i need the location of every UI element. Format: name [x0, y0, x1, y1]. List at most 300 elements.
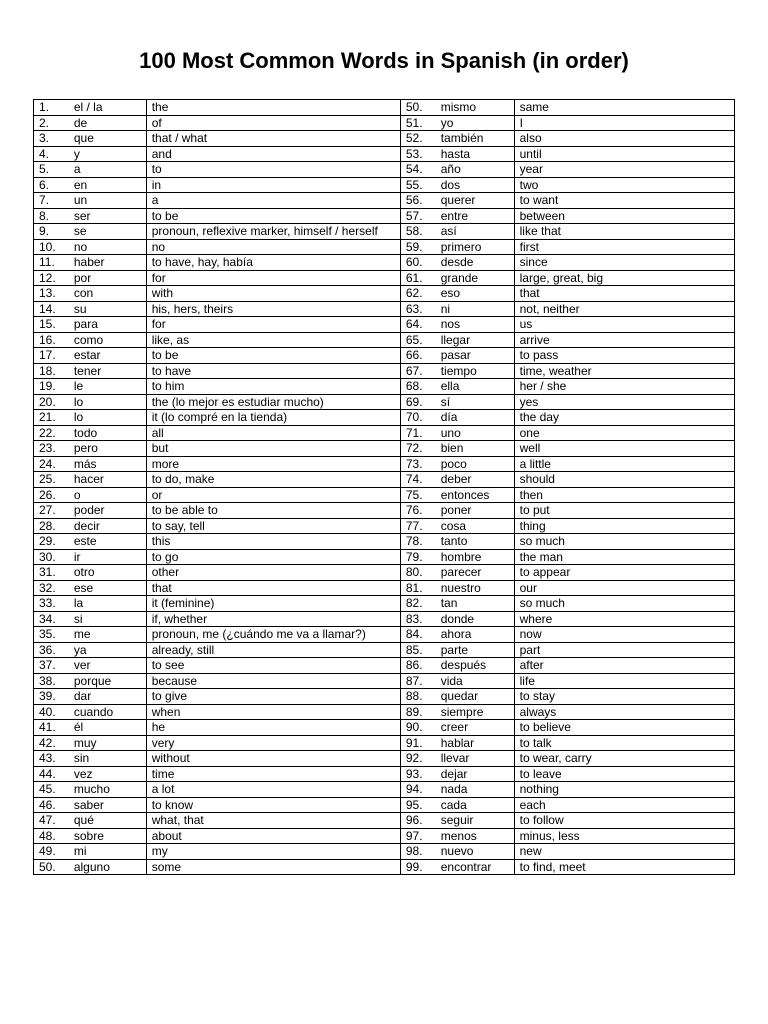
rank-cell: 16.	[34, 332, 69, 348]
rank-cell: 18.	[34, 363, 69, 379]
rank-cell: 6.	[34, 177, 69, 193]
english-meaning-cell: that	[146, 580, 400, 596]
spanish-word-cell: ahora	[436, 627, 514, 643]
spanish-word-cell: día	[436, 410, 514, 426]
english-meaning-cell: to do, make	[146, 472, 400, 488]
rank-cell: 27.	[34, 503, 69, 519]
spanish-word-cell: parecer	[436, 565, 514, 581]
rank-cell: 32.	[34, 580, 69, 596]
english-meaning-cell: to know	[146, 797, 400, 813]
english-meaning-cell: yes	[514, 394, 734, 410]
rank-cell: 23.	[34, 441, 69, 457]
english-meaning-cell: to want	[514, 193, 734, 209]
page-title: 100 Most Common Words in Spanish (in order)	[139, 48, 629, 73]
rank-cell: 3.	[34, 131, 69, 147]
rank-cell: 28.	[34, 518, 69, 534]
spanish-word-cell: su	[69, 301, 146, 317]
rank-cell: 2.	[34, 115, 69, 131]
spanish-word-cell: seguir	[436, 813, 514, 829]
english-meaning-cell: very	[146, 735, 400, 751]
english-meaning-cell: to wear, carry	[514, 751, 734, 767]
english-meaning-cell: the	[146, 100, 400, 116]
english-meaning-cell: life	[514, 673, 734, 689]
rank-cell: 73.	[400, 456, 435, 472]
rank-cell: 93.	[400, 766, 435, 782]
english-meaning-cell: for	[146, 317, 400, 333]
spanish-word-cell: hombre	[436, 549, 514, 565]
english-meaning-cell: to follow	[514, 813, 734, 829]
rank-cell: 42.	[34, 735, 69, 751]
spanish-word-cell: muy	[69, 735, 146, 751]
rank-cell: 48.	[34, 828, 69, 844]
english-meaning-cell: the (lo mejor es estudiar mucho)	[146, 394, 400, 410]
spanish-word-cell: pero	[69, 441, 146, 457]
rank-cell: 74.	[400, 472, 435, 488]
table-row	[34, 410, 735, 426]
english-meaning-cell: two	[514, 177, 734, 193]
rank-cell: 53.	[400, 146, 435, 162]
rank-cell: 90.	[400, 720, 435, 736]
english-meaning-cell: well	[514, 441, 734, 457]
spanish-word-cell: haber	[69, 255, 146, 271]
english-meaning-cell: to say, tell	[146, 518, 400, 534]
rank-cell: 50.	[400, 100, 435, 116]
table-row	[34, 317, 735, 333]
table-row	[34, 379, 735, 395]
rank-cell: 9.	[34, 224, 69, 240]
table-row	[34, 766, 735, 782]
table-row	[34, 255, 735, 271]
rank-cell: 35.	[34, 627, 69, 643]
rank-cell: 51.	[400, 115, 435, 131]
rank-cell: 75.	[400, 487, 435, 503]
spanish-word-cell: sí	[436, 394, 514, 410]
rank-cell: 81.	[400, 580, 435, 596]
rank-cell: 1.	[34, 100, 69, 116]
spanish-word-cell: nos	[436, 317, 514, 333]
english-meaning-cell: a little	[514, 456, 734, 472]
table-row	[34, 689, 735, 705]
rank-cell: 21.	[34, 410, 69, 426]
english-meaning-cell: time	[146, 766, 400, 782]
rank-cell: 15.	[34, 317, 69, 333]
rank-cell: 61.	[400, 270, 435, 286]
spanish-word-cell: eso	[436, 286, 514, 302]
english-meaning-cell: always	[514, 704, 734, 720]
english-meaning-cell: some	[146, 859, 400, 875]
english-meaning-cell: it (lo compré en la tienda)	[146, 410, 400, 426]
rank-cell: 85.	[400, 642, 435, 658]
english-meaning-cell: year	[514, 162, 734, 178]
rank-cell: 8.	[34, 208, 69, 224]
rank-cell: 19.	[34, 379, 69, 395]
english-meaning-cell: like that	[514, 224, 734, 240]
english-meaning-cell: but	[146, 441, 400, 457]
table-row	[34, 518, 735, 534]
rank-cell: 10.	[34, 239, 69, 255]
spanish-word-cell: nada	[436, 782, 514, 798]
rank-cell: 82.	[400, 596, 435, 612]
spanish-word-cell: ir	[69, 549, 146, 565]
rank-cell: 44.	[34, 766, 69, 782]
spanish-word-cell: si	[69, 611, 146, 627]
rank-cell: 69.	[400, 394, 435, 410]
spanish-word-cell: otro	[69, 565, 146, 581]
spanish-word-cell: ver	[69, 658, 146, 674]
spanish-word-cell: vez	[69, 766, 146, 782]
english-meaning-cell: to pass	[514, 348, 734, 364]
english-meaning-cell: of	[146, 115, 400, 131]
table-row	[34, 596, 735, 612]
spanish-word-cell: desde	[436, 255, 514, 271]
rank-cell: 25.	[34, 472, 69, 488]
spanish-word-cell: nuestro	[436, 580, 514, 596]
spanish-word-cell: como	[69, 332, 146, 348]
spanish-word-cell: mucho	[69, 782, 146, 798]
rank-cell: 7.	[34, 193, 69, 209]
english-meaning-cell: a lot	[146, 782, 400, 798]
spanish-word-cell: todo	[69, 425, 146, 441]
rank-cell: 98.	[400, 844, 435, 860]
rank-cell: 79.	[400, 549, 435, 565]
rank-cell: 37.	[34, 658, 69, 674]
spanish-word-cell: deber	[436, 472, 514, 488]
english-meaning-cell: not, neither	[514, 301, 734, 317]
english-meaning-cell: pronoun, reflexive marker, himself / herself	[146, 224, 400, 240]
rank-cell: 56.	[400, 193, 435, 209]
spanish-word-cell: le	[69, 379, 146, 395]
rank-cell: 87.	[400, 673, 435, 689]
table-row	[34, 720, 735, 736]
english-meaning-cell: in	[146, 177, 400, 193]
rank-cell: 34.	[34, 611, 69, 627]
spanish-word-cell: decir	[69, 518, 146, 534]
rank-cell: 63.	[400, 301, 435, 317]
rank-cell: 26.	[34, 487, 69, 503]
english-meaning-cell: when	[146, 704, 400, 720]
table-row	[34, 844, 735, 860]
table-row	[34, 177, 735, 193]
rank-cell: 89.	[400, 704, 435, 720]
spanish-word-cell: de	[69, 115, 146, 131]
rank-cell: 84.	[400, 627, 435, 643]
english-meaning-cell: to have, hay, había	[146, 255, 400, 271]
spanish-word-cell: cada	[436, 797, 514, 813]
rank-cell: 45.	[34, 782, 69, 798]
english-meaning-cell: or	[146, 487, 400, 503]
rank-cell: 94.	[400, 782, 435, 798]
table-row	[34, 162, 735, 178]
english-meaning-cell: my	[146, 844, 400, 860]
rank-cell: 60.	[400, 255, 435, 271]
english-meaning-cell: one	[514, 425, 734, 441]
spanish-word-cell: o	[69, 487, 146, 503]
english-meaning-cell: large, great, big	[514, 270, 734, 286]
english-meaning-cell: to put	[514, 503, 734, 519]
spanish-word-cell: ya	[69, 642, 146, 658]
rank-cell: 62.	[400, 286, 435, 302]
spanish-word-cell: lo	[69, 410, 146, 426]
spanish-word-cell: encontrar	[436, 859, 514, 875]
spanish-word-cell: donde	[436, 611, 514, 627]
spanish-word-cell: en	[69, 177, 146, 193]
rank-cell: 91.	[400, 735, 435, 751]
rank-cell: 80.	[400, 565, 435, 581]
english-meaning-cell: like, as	[146, 332, 400, 348]
table-row	[34, 735, 735, 751]
rank-cell: 4.	[34, 146, 69, 162]
english-meaning-cell: about	[146, 828, 400, 844]
rank-cell: 83.	[400, 611, 435, 627]
table-row	[34, 239, 735, 255]
rank-cell: 40.	[34, 704, 69, 720]
spanish-word-cell: cosa	[436, 518, 514, 534]
english-meaning-cell: to find, meet	[514, 859, 734, 875]
spanish-word-cell: hasta	[436, 146, 514, 162]
spanish-word-cell: mi	[69, 844, 146, 860]
table-row	[34, 813, 735, 829]
english-meaning-cell: now	[514, 627, 734, 643]
spanish-word-cell: tanto	[436, 534, 514, 550]
english-meaning-cell: a	[146, 193, 400, 209]
table-row	[34, 441, 735, 457]
spanish-word-cell: tiempo	[436, 363, 514, 379]
table-row	[34, 658, 735, 674]
table-row	[34, 797, 735, 813]
english-meaning-cell: after	[514, 658, 734, 674]
english-meaning-cell: to	[146, 162, 400, 178]
english-meaning-cell: the day	[514, 410, 734, 426]
english-meaning-cell: first	[514, 239, 734, 255]
spanish-word-cell: saber	[69, 797, 146, 813]
table-row	[34, 704, 735, 720]
rank-cell: 76.	[400, 503, 435, 519]
spanish-word-cell: dos	[436, 177, 514, 193]
spanish-word-cell: lo	[69, 394, 146, 410]
spanish-word-cell: grande	[436, 270, 514, 286]
table-row	[34, 487, 735, 503]
table-row	[34, 751, 735, 767]
spanish-word-cell: me	[69, 627, 146, 643]
spanish-word-cell: por	[69, 270, 146, 286]
rank-cell: 66.	[400, 348, 435, 364]
rank-cell: 46.	[34, 797, 69, 813]
spanish-word-cell: bien	[436, 441, 514, 457]
spanish-word-cell: y	[69, 146, 146, 162]
rank-cell: 97.	[400, 828, 435, 844]
spanish-word-cell: nuevo	[436, 844, 514, 860]
rank-cell: 95.	[400, 797, 435, 813]
spanish-word-cell: más	[69, 456, 146, 472]
table-row	[34, 270, 735, 286]
spanish-word-cell: no	[69, 239, 146, 255]
english-meaning-cell: time, weather	[514, 363, 734, 379]
spanish-word-cell: ese	[69, 580, 146, 596]
spanish-word-cell: dar	[69, 689, 146, 705]
spanish-word-cell: vida	[436, 673, 514, 689]
english-meaning-cell: to leave	[514, 766, 734, 782]
spanish-word-cell: la	[69, 596, 146, 612]
rank-cell: 78.	[400, 534, 435, 550]
rank-cell: 24.	[34, 456, 69, 472]
table-row	[34, 131, 735, 147]
rank-cell: 77.	[400, 518, 435, 534]
spanish-word-cell: yo	[436, 115, 514, 131]
english-meaning-cell: that / what	[146, 131, 400, 147]
rank-cell: 54.	[400, 162, 435, 178]
rank-cell: 43.	[34, 751, 69, 767]
rank-cell: 47.	[34, 813, 69, 829]
english-meaning-cell: our	[514, 580, 734, 596]
spanish-word-cell: tan	[436, 596, 514, 612]
english-meaning-cell: that	[514, 286, 734, 302]
rank-cell: 39.	[34, 689, 69, 705]
spanish-word-cell: quedar	[436, 689, 514, 705]
english-meaning-cell: already, still	[146, 642, 400, 658]
english-meaning-cell: part	[514, 642, 734, 658]
spanish-word-cell: pasar	[436, 348, 514, 364]
spanish-word-cell: un	[69, 193, 146, 209]
spanish-word-cell: estar	[69, 348, 146, 364]
spanish-word-cell: después	[436, 658, 514, 674]
table-row	[34, 611, 735, 627]
table-row	[34, 627, 735, 643]
english-meaning-cell: same	[514, 100, 734, 116]
rank-cell: 33.	[34, 596, 69, 612]
english-meaning-cell: to be	[146, 208, 400, 224]
table-row	[34, 782, 735, 798]
table-row	[34, 534, 735, 550]
english-meaning-cell: where	[514, 611, 734, 627]
spanish-word-cell: entre	[436, 208, 514, 224]
english-meaning-cell: he	[146, 720, 400, 736]
english-meaning-cell: for	[146, 270, 400, 286]
english-meaning-cell: arrive	[514, 332, 734, 348]
table-row	[34, 565, 735, 581]
rank-cell: 14.	[34, 301, 69, 317]
english-meaning-cell: to him	[146, 379, 400, 395]
spanish-word-cell: con	[69, 286, 146, 302]
english-meaning-cell: her / she	[514, 379, 734, 395]
english-meaning-cell: his, hers, theirs	[146, 301, 400, 317]
rank-cell: 31.	[34, 565, 69, 581]
spanish-word-cell: para	[69, 317, 146, 333]
table-row	[34, 193, 735, 209]
spanish-word-cell: año	[436, 162, 514, 178]
english-meaning-cell: since	[514, 255, 734, 271]
rank-cell: 58.	[400, 224, 435, 240]
rank-cell: 41.	[34, 720, 69, 736]
rank-cell: 88.	[400, 689, 435, 705]
rank-cell: 71.	[400, 425, 435, 441]
spanish-word-cell: poner	[436, 503, 514, 519]
word-table	[33, 99, 735, 875]
spanish-word-cell: uno	[436, 425, 514, 441]
rank-cell: 70.	[400, 410, 435, 426]
rank-cell: 49.	[34, 844, 69, 860]
table-row	[34, 224, 735, 240]
english-meaning-cell: more	[146, 456, 400, 472]
spanish-word-cell: siempre	[436, 704, 514, 720]
rank-cell: 52.	[400, 131, 435, 147]
english-meaning-cell: between	[514, 208, 734, 224]
table-row	[34, 549, 735, 565]
rank-cell: 92.	[400, 751, 435, 767]
english-meaning-cell: so much	[514, 534, 734, 550]
spanish-word-cell: hablar	[436, 735, 514, 751]
english-meaning-cell: new	[514, 844, 734, 860]
spanish-word-cell: a	[69, 162, 146, 178]
spanish-word-cell: el / la	[69, 100, 146, 116]
rank-cell: 86.	[400, 658, 435, 674]
spanish-word-cell: ser	[69, 208, 146, 224]
english-meaning-cell: to believe	[514, 720, 734, 736]
spanish-word-cell: cuando	[69, 704, 146, 720]
table-row	[34, 100, 735, 116]
table-row	[34, 425, 735, 441]
english-meaning-cell: if, whether	[146, 611, 400, 627]
rank-cell: 11.	[34, 255, 69, 271]
english-meaning-cell: minus, less	[514, 828, 734, 844]
spanish-word-cell: menos	[436, 828, 514, 844]
rank-cell: 12.	[34, 270, 69, 286]
english-meaning-cell: all	[146, 425, 400, 441]
english-meaning-cell: and	[146, 146, 400, 162]
english-meaning-cell: to be able to	[146, 503, 400, 519]
rank-cell: 55.	[400, 177, 435, 193]
spanish-word-cell: este	[69, 534, 146, 550]
rank-cell: 36.	[34, 642, 69, 658]
rank-cell: 68.	[400, 379, 435, 395]
spanish-word-cell: creer	[436, 720, 514, 736]
table-row	[34, 642, 735, 658]
rank-cell: 20.	[34, 394, 69, 410]
table-row	[34, 394, 735, 410]
table-row	[34, 348, 735, 364]
english-meaning-cell: to have	[146, 363, 400, 379]
english-meaning-cell: should	[514, 472, 734, 488]
spanish-word-cell: también	[436, 131, 514, 147]
english-meaning-cell: so much	[514, 596, 734, 612]
spanish-word-cell: tener	[69, 363, 146, 379]
english-meaning-cell: each	[514, 797, 734, 813]
table-row	[34, 456, 735, 472]
spanish-word-cell: sin	[69, 751, 146, 767]
table-row	[34, 828, 735, 844]
english-meaning-cell: thing	[514, 518, 734, 534]
spanish-word-cell: mismo	[436, 100, 514, 116]
table-row	[34, 503, 735, 519]
rank-cell: 59.	[400, 239, 435, 255]
english-meaning-cell: what, that	[146, 813, 400, 829]
spanish-word-cell: se	[69, 224, 146, 240]
english-meaning-cell: to stay	[514, 689, 734, 705]
table-row	[34, 301, 735, 317]
rank-cell: 67.	[400, 363, 435, 379]
rank-cell: 29.	[34, 534, 69, 550]
english-meaning-cell: this	[146, 534, 400, 550]
spanish-word-cell: poco	[436, 456, 514, 472]
english-meaning-cell: with	[146, 286, 400, 302]
english-meaning-cell: also	[514, 131, 734, 147]
spanish-word-cell: así	[436, 224, 514, 240]
word-table-body	[34, 100, 735, 875]
table-row	[34, 286, 735, 302]
spanish-word-cell: querer	[436, 193, 514, 209]
spanish-word-cell: llevar	[436, 751, 514, 767]
table-row	[34, 115, 735, 131]
rank-cell: 96.	[400, 813, 435, 829]
